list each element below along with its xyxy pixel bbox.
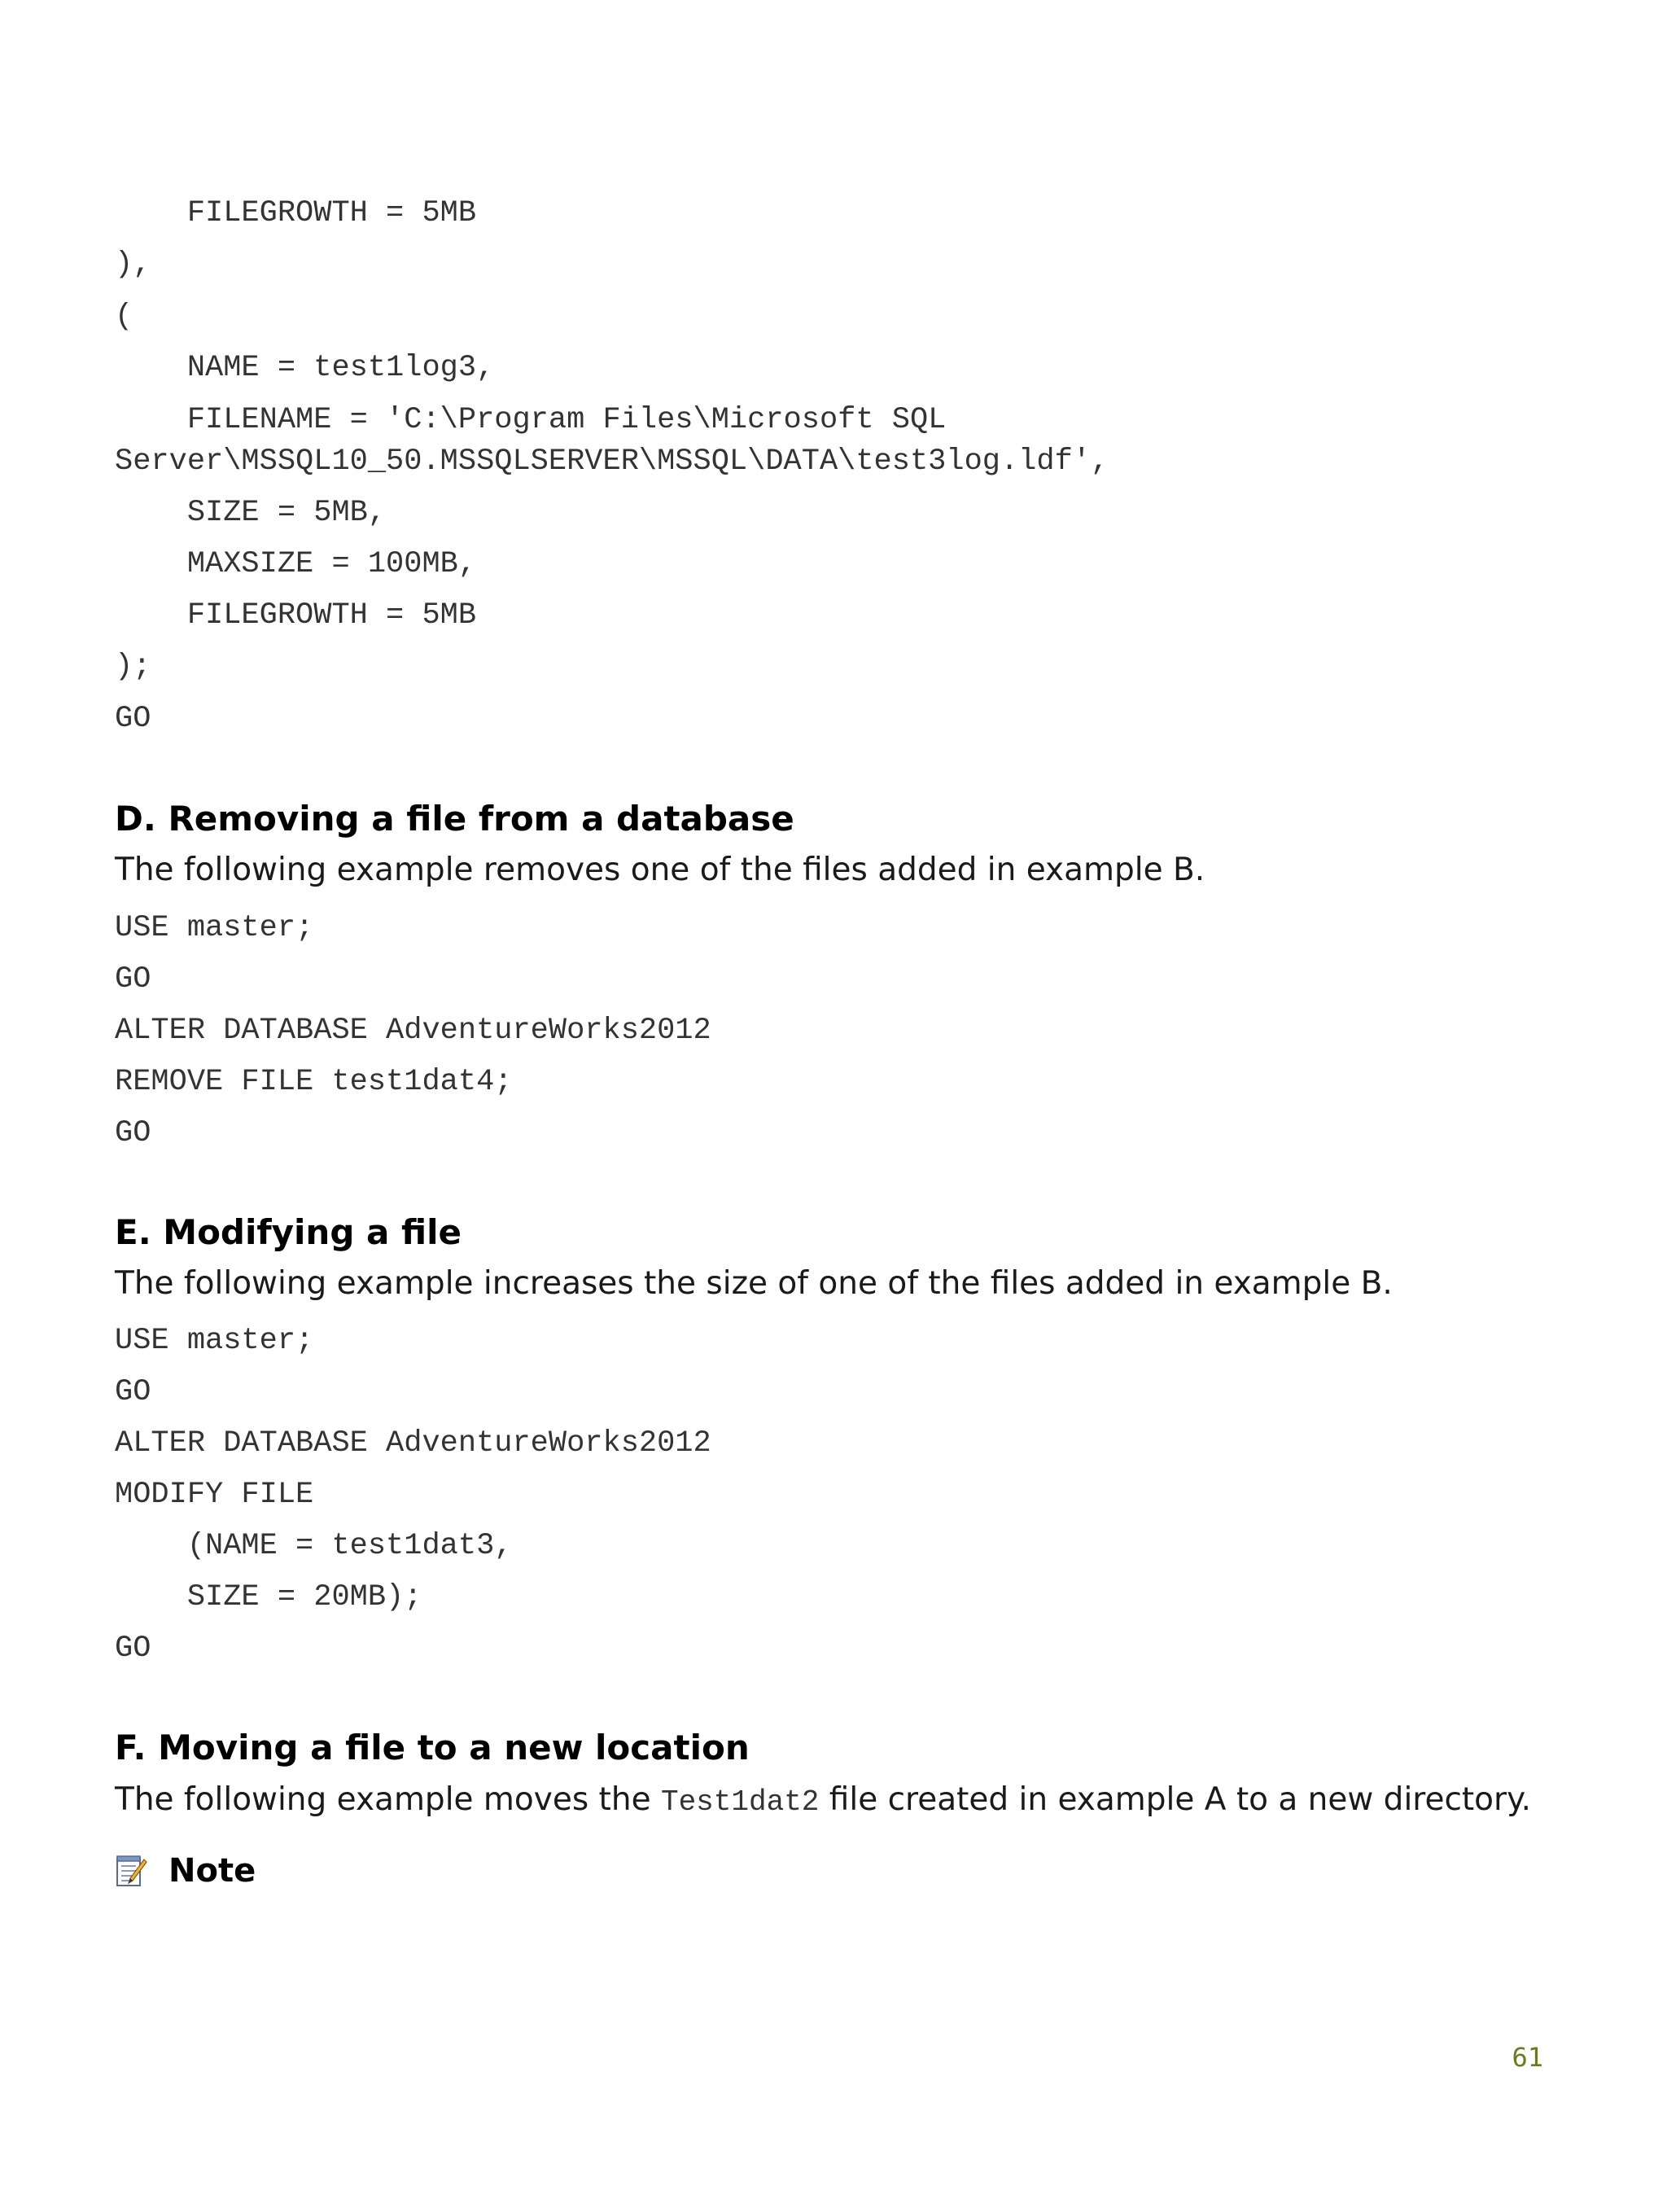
section-e-description: The following example increases the size of one of the files added in example B. xyxy=(115,1265,1393,1302)
note-callout xyxy=(115,1846,256,1895)
code-line: GO xyxy=(115,702,151,736)
code-line: (NAME = test1dat3, xyxy=(115,1529,513,1563)
code-line: NAME = test1log3, xyxy=(115,351,495,385)
code-line: FILENAME = 'C:\Program Files\Microsoft SQL xyxy=(115,403,947,437)
code-line: ), xyxy=(115,247,151,282)
code-line: GO xyxy=(115,1116,151,1150)
code-line: SIZE = 20MB); xyxy=(115,1580,422,1614)
code-line: FILEGROWTH = 5MB xyxy=(115,196,477,230)
code-line: REMOVE FILE test1dat4; xyxy=(115,1065,513,1099)
section-f-text-after: file created in example A to a new directory. xyxy=(819,1781,1531,1818)
code-line: GO xyxy=(115,1632,151,1666)
page-number: 61 xyxy=(1512,2042,1543,2073)
code-line: USE master; xyxy=(115,1324,314,1358)
code-line: USE master; xyxy=(115,911,314,945)
section-f-description xyxy=(115,1780,1531,1823)
code-line: MAXSIZE = 100MB, xyxy=(115,547,477,581)
section-heading-f: F. Moving a file to a new location xyxy=(115,1728,750,1767)
code-line: GO xyxy=(115,962,151,996)
document-page xyxy=(115,0,1572,2212)
code-line: ( xyxy=(115,300,133,334)
code-line: Server\MSSQL10_50.MSSQLSERVER\MSSQL\DATA\test3log.ldf', xyxy=(115,445,1109,479)
code-line: ); xyxy=(115,650,151,684)
code-line: ALTER DATABASE AdventureWorks2012 xyxy=(115,1426,711,1461)
section-f-text-before: The following example moves the xyxy=(115,1781,661,1818)
code-line: ALTER DATABASE AdventureWorks2012 xyxy=(115,1014,711,1048)
note-pad-icon xyxy=(115,1853,147,1889)
code-line: MODIFY FILE xyxy=(115,1478,314,1512)
inline-code-filename: Test1dat2 xyxy=(660,1785,820,1819)
code-line: SIZE = 5MB, xyxy=(115,496,387,530)
code-line: FILEGROWTH = 5MB xyxy=(115,598,477,633)
note-label: Note xyxy=(168,1852,256,1890)
section-heading-d: D. Removing a file from a database xyxy=(115,799,794,839)
section-heading-e: E. Modifying a file xyxy=(115,1212,462,1252)
section-d-description: The following example removes one of the files added in example B. xyxy=(115,852,1205,888)
code-line: GO xyxy=(115,1375,151,1409)
